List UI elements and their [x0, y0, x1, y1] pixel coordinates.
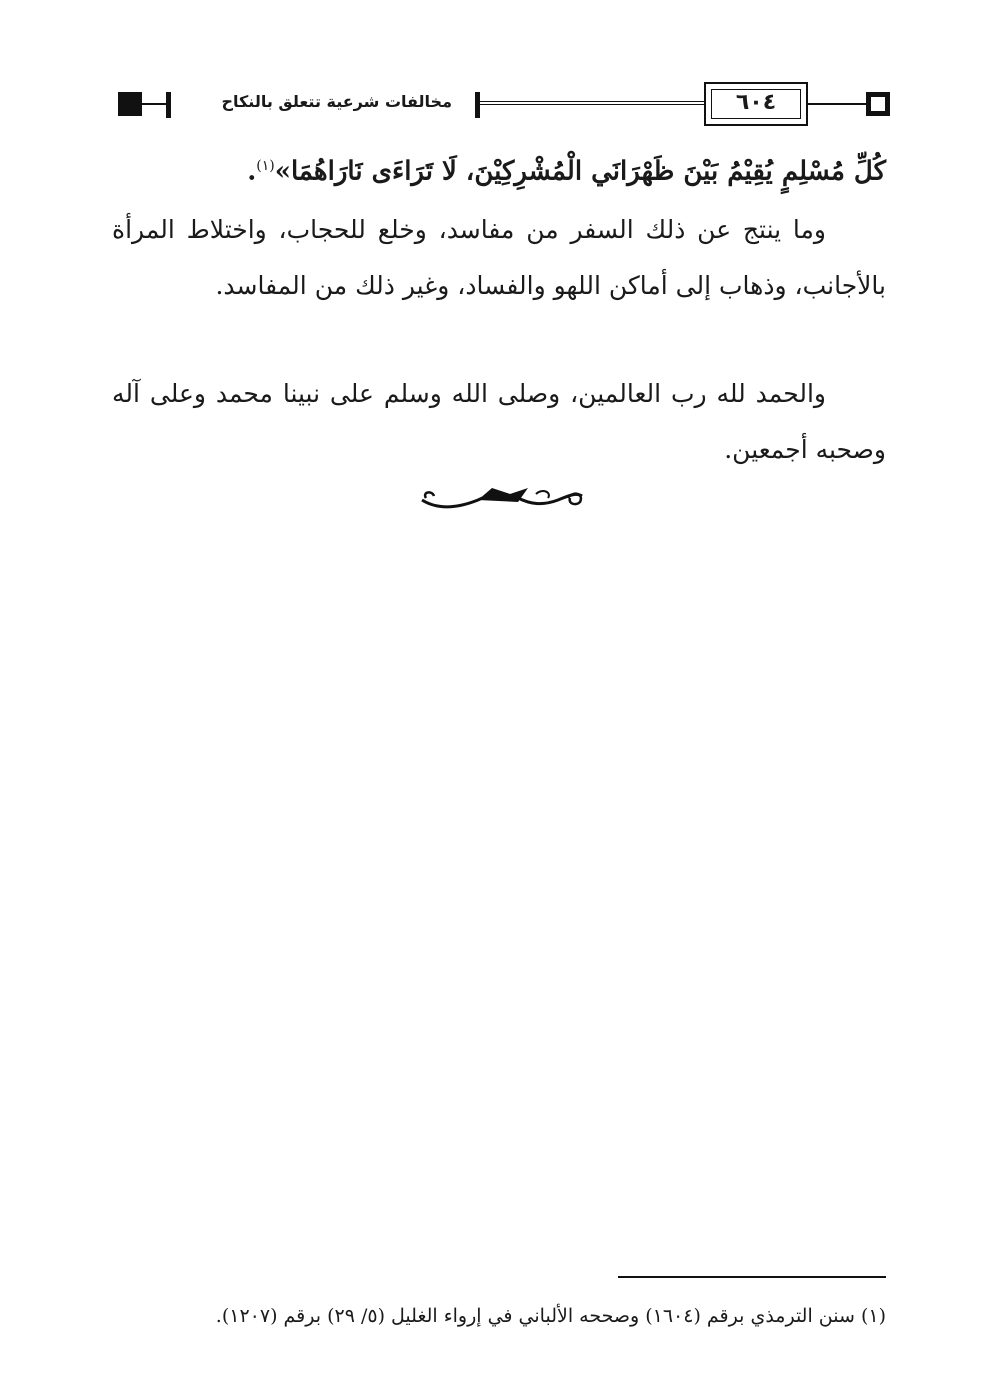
footnote-reference[interactable]: (١) [256, 158, 275, 174]
header-bar [475, 92, 480, 118]
footnote-separator [618, 1276, 886, 1278]
header-double-rule [480, 101, 704, 105]
header-filled-square-icon [118, 92, 142, 116]
hadith-end: . [247, 156, 257, 187]
page-header [112, 82, 890, 128]
header-bar [166, 92, 171, 118]
page-number: ٦٠٤ [735, 90, 777, 115]
header-rule [142, 103, 166, 105]
header-rule [808, 103, 866, 105]
paragraph: وما ينتج عن ذلك السفر من مفاسد، وخلع للحجاب، واختلاط المرأة بالأجانب، وذهاب إلى أماكن اللهو والفساد، وغير ذلك من المفاسد. [112, 215, 886, 300]
hadith-text [112, 138, 886, 200]
running-title: مخالفات شرعية تتعلق بالنكاح [221, 92, 452, 111]
paragraph: والحمد لله رب العالمين، وصلى الله وسلم على نبينا محمد وعلى آله وصحبه أجمعين. [112, 379, 886, 464]
page-number-frame [704, 82, 808, 126]
footnote: (١) سنن الترمذي برقم (١٦٠٤) وصححه الألباني في إرواء الغليل (٥/ ٢٩) برقم (١٢٠٧). [215, 1305, 886, 1327]
header-square-icon [866, 92, 890, 116]
hadith-line: كُلِّ مُسْلِمٍ يُقِيْمُ بَيْنَ ظَهْرَانَي الْمُشْرِكِيْنَ، لَا تَرَاءَى نَارَاهُمَا» [274, 156, 886, 187]
ornament-divider-icon [418, 482, 586, 516]
